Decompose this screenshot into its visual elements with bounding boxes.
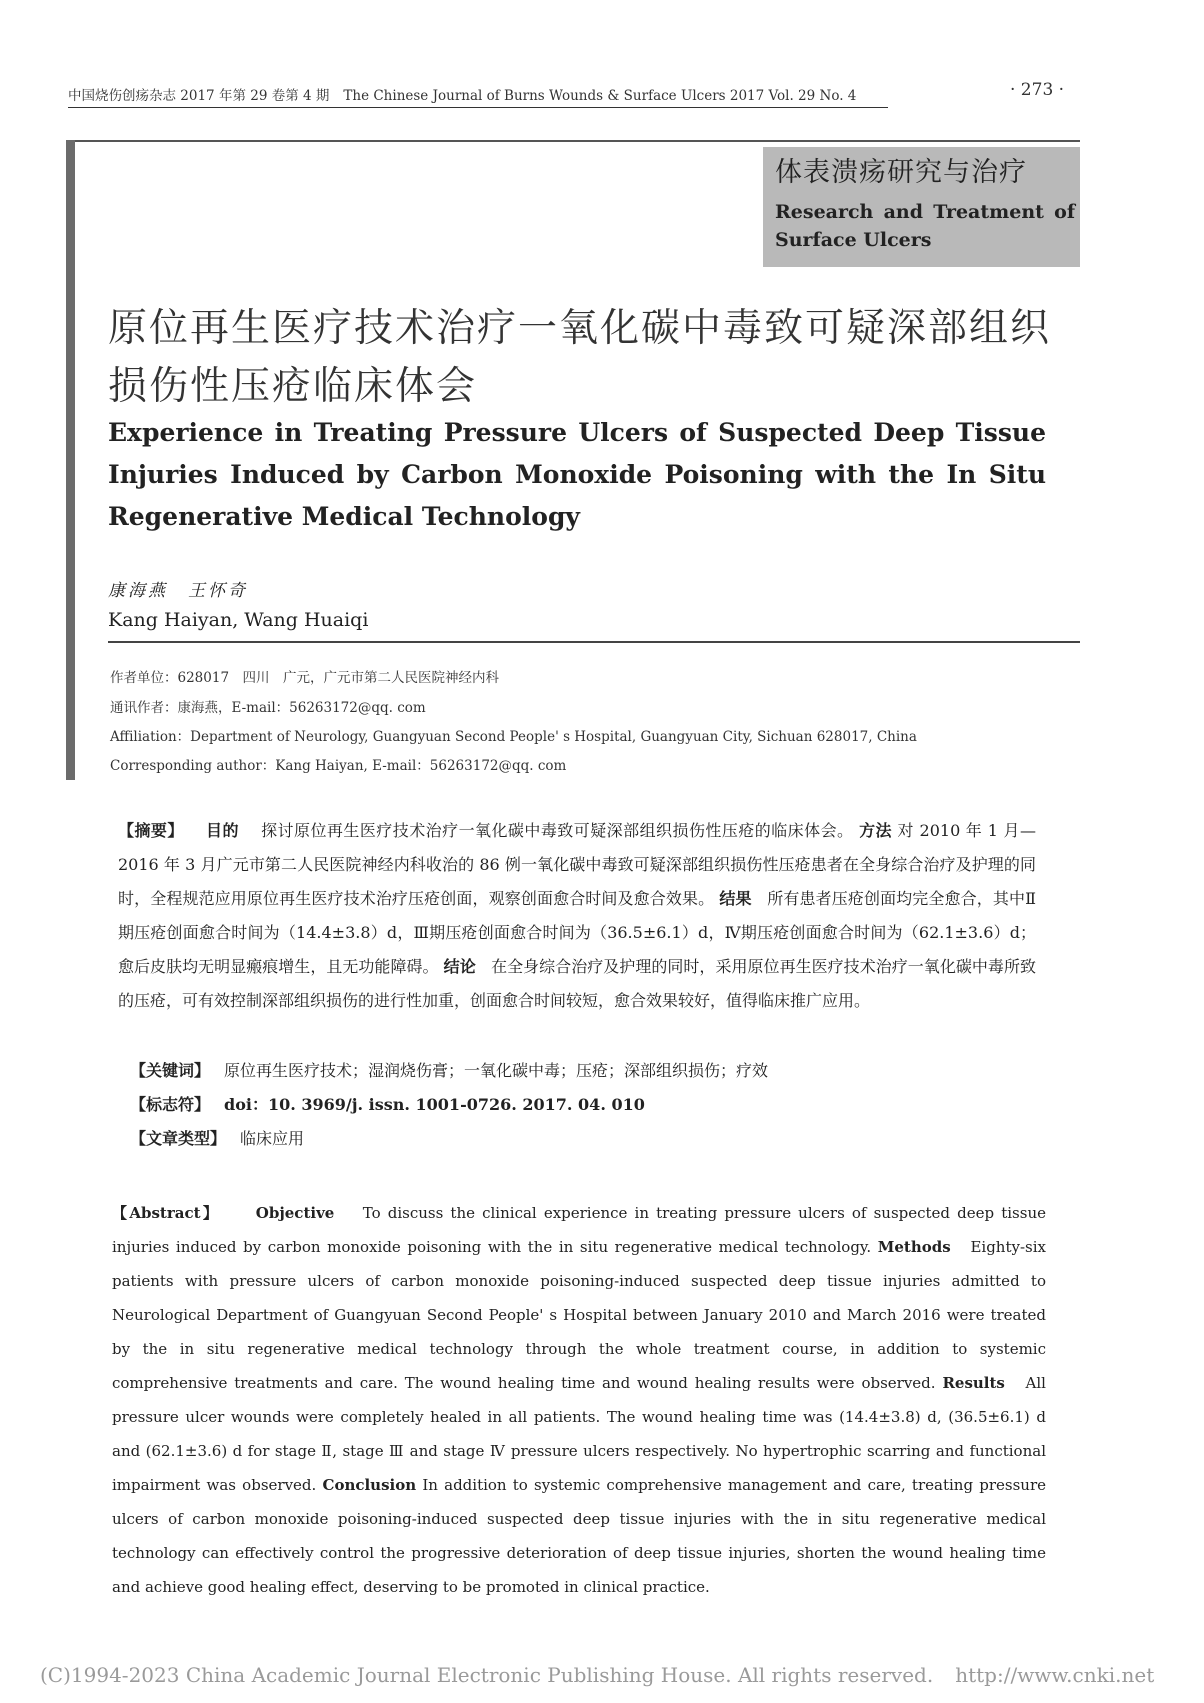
column-title-en-line1: Research and Treatment of <box>775 201 1075 223</box>
abstract-en <box>112 1196 1046 1604</box>
objective-text-en: To discuss the clinical experience in treating pressure ulcers of suspected deep tissue injuries induced by carbon monoxide poisoning with the in situ regenerative medical technology. <box>112 1204 1046 1256</box>
article-type-label: 【文章类型】 <box>130 1129 227 1148</box>
doi-text: doi：10. 3969/j. issn. 1001-0726. 2017. 04. 010 <box>224 1095 645 1114</box>
header-rule <box>66 140 1080 142</box>
affiliation-en: Affiliation：Department of Neurology, Guangyuan Second People' s Hospital, Guangyuan City, Sichuan 628017, China <box>110 729 917 745</box>
conclusion-label-en: Conclusion <box>322 1476 417 1494</box>
identifier-label: 【标志符】 <box>130 1095 211 1114</box>
abstract-zh-label: 【摘要】 <box>118 821 184 840</box>
copyright-text: (C)1994-2023 China Academic Journal Electronic Publishing House. All rights reserved. <box>40 1663 934 1687</box>
authors-rule <box>108 641 1080 643</box>
column-title-en-line2: Surface Ulcers <box>775 229 932 251</box>
methods-text-en: Eighty-six patients with pressure ulcers of carbon monoxide poisoning-induced suspected deep tissue injuries admitted to Neurological Department of Guangyuan Second People' s Hospital between January 2010 and March 2016 were treated by the in situ regenerative medical technology through the whole treatment course, in addition to systemic comprehensive treatments and care. The wound healing time and wound healing results were observed. <box>112 1238 1046 1392</box>
authors-zh: 康海燕 王怀奇 <box>108 581 248 601</box>
running-head-en: The Chinese Journal of Burns Wounds & Surface Ulcers 2017 Vol. 29 No. 4 <box>343 88 857 104</box>
corresponding-author-en: Corresponding author：Kang Haiyan, E-mail：56263172@qq. com <box>110 758 567 774</box>
abstract-zh <box>118 814 1036 1018</box>
running-head <box>68 84 1008 104</box>
article-title-zh: 原位再生医疗技术治疗一氧化碳中毒致可疑深部组织损伤性压疮临床体会 <box>108 306 1052 409</box>
affiliation-zh: 作者单位：628017 四川 广元，广元市第二人民医院神经内科 <box>110 670 500 686</box>
keywords-row <box>130 1058 768 1081</box>
keywords-label: 【关键词】 <box>130 1061 211 1080</box>
article-title-en: Experience in Treating Pressure Ulcers of Suspected Deep Tissue Injuries Induced by Carbon Monoxide Poisoning with the In Situ Regenerative Medical Technology <box>108 418 1046 531</box>
conclusion-label-zh: 结论 <box>443 957 476 976</box>
results-label-en: Results <box>942 1374 1005 1392</box>
page-number: · 273 · <box>1010 80 1065 100</box>
conclusion-text-zh: 在全身综合治疗及护理的同时，采用原位再生医疗技术治疗一氧化碳中毒所致的压疮，可有效控制深部组织损伤的进行性加重，创面愈合时间较短，愈合效果较好，值得临床推广应用。 <box>118 957 1036 1010</box>
methods-text-zh: 对 2010 年 1 月—2016 年 3 月广元市第二人民医院神经内科收治的 86 例一氧化碳中毒致可疑深部组织损伤性压疮患者在全身综合治疗及护理的同时，全程规范应用原位再生医疗技术治疗压疮创面，观察创面愈合时间及愈合效果。 <box>118 821 1036 908</box>
side-bar <box>66 140 75 780</box>
corresponding-author-zh: 通讯作者：康海燕，E-mail：56263172@qq. com <box>110 700 426 716</box>
objective-label-zh: 目的 <box>206 821 239 840</box>
results-text-zh: 所有患者压疮创面均完全愈合，其中Ⅱ期压疮创面愈合时间为（14.4±3.8）d，Ⅲ期压疮创面愈合时间为（36.5±6.1）d，Ⅳ期压疮创面愈合时间为（62.1±3.6）d；愈后皮肤均无明显瘢痕增生，且无功能障碍。 <box>118 889 1036 976</box>
abstract-en-label: 【Abstract】 <box>112 1204 221 1222</box>
keywords-text: 原位再生医疗技术；湿润烧伤膏；一氧化碳中毒；压疮；深部组织损伤；疗效 <box>224 1061 769 1080</box>
results-text-en: All pressure ulcer wounds were completely healed in all patients. The wound healing time was (14.4±3.8) d, (36.5±6.1) d and (62.1±3.6) d for stage Ⅱ, stage Ⅲ and stage Ⅳ pressure ulcers respectively. No hypertrophic scarring and functional impairment was observed. <box>112 1374 1046 1494</box>
footer-url: http://www.cnki.net <box>955 1663 1155 1687</box>
objective-label-en: Objective <box>255 1204 335 1222</box>
methods-label-en: Methods <box>877 1238 951 1256</box>
doi-row <box>130 1092 645 1115</box>
article-type-text: 临床应用 <box>240 1129 305 1148</box>
authors-en: Kang Haiyan, Wang Huaiqi <box>108 609 369 631</box>
methods-label-zh: 方法 <box>859 821 892 840</box>
results-label-zh: 结果 <box>719 889 752 908</box>
column-title-zh: 体表溃疡研究与治疗 <box>775 157 1027 188</box>
copyright-footer <box>40 1663 1155 1687</box>
objective-text-zh: 探讨原位再生医疗技术治疗一氧化碳中毒致可疑深部组织损伤性压疮的临床体会。 <box>261 821 854 840</box>
running-head-rule <box>68 107 888 108</box>
conclusion-text-en: In addition to systemic comprehensive management and care, treating pressure ulcers of carbon monoxide poisoning-induced suspected deep tissue injuries with the in situ regenerative medical technology can effectively control the progressive deterioration of deep tissue injuries, shorten the wound healing time and achieve good healing effect, deserving to be promoted in clinical practice. <box>112 1476 1046 1596</box>
article-type-row <box>130 1126 304 1149</box>
running-head-zh: 中国烧伤创疡杂志 2017 年第 29 卷第 4 期 <box>68 88 330 104</box>
